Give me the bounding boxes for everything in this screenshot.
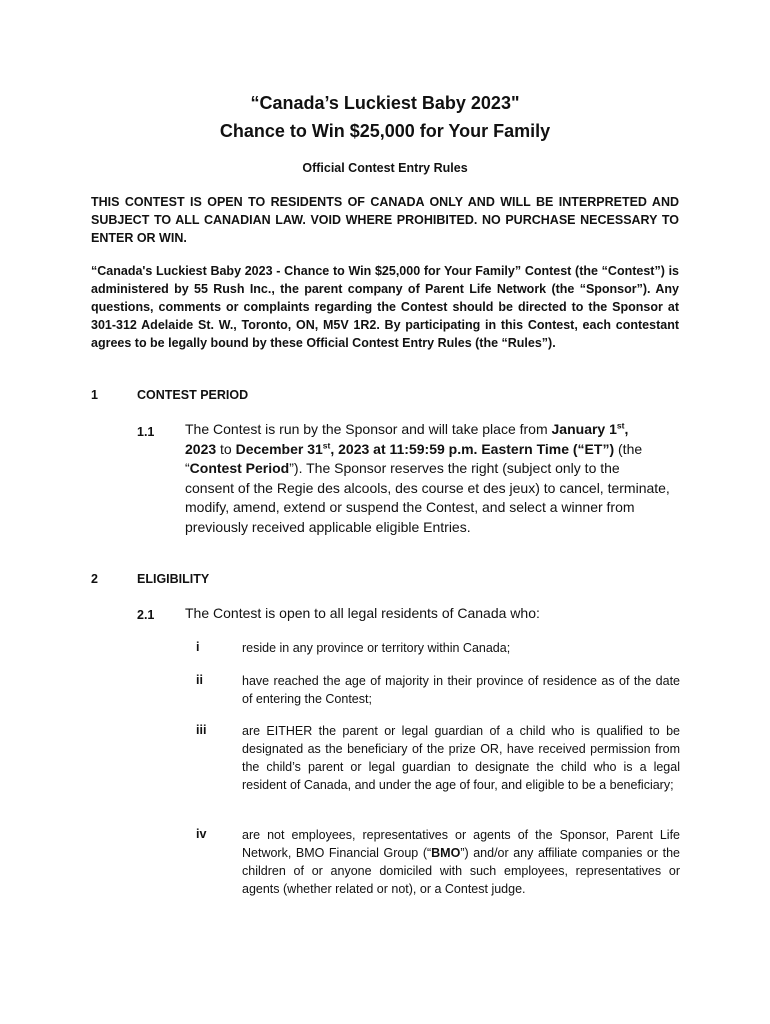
start-year: 2023 bbox=[185, 440, 217, 457]
clause-2-1-number: 2.1 bbox=[137, 608, 155, 622]
document-title-line-1: “Canada’s Luckiest Baby 2023" bbox=[250, 93, 520, 113]
section-2-title: ELIGIBILITY bbox=[137, 572, 210, 586]
item-ii-text: have reached the age of majority in their province of residence as of the date of entering the Contest; bbox=[242, 674, 680, 706]
item-ii-number: ii bbox=[196, 673, 203, 687]
item-iv-text: are not employees, representatives or agents of the Sponsor, Parent Life Network, BMO Financial Group (“BMO”) and/or any affiliate companies or the children of or anyone domiciled with such employees, representatives or agents (whether related or not), or a Contest judge. bbox=[242, 828, 680, 896]
item-iii-number: iii bbox=[196, 723, 207, 737]
item-i-text: reside in any province or territory within Canada; bbox=[242, 641, 511, 655]
contest-period-term: Contest Period bbox=[189, 460, 290, 477]
item-iv-number: iv bbox=[196, 827, 207, 841]
document-subtitle: Official Contest Entry Rules bbox=[302, 161, 468, 175]
section-1-title: CONTEST PERIOD bbox=[137, 388, 249, 402]
eligibility-notice: THIS CONTEST IS OPEN TO RESIDENTS OF CANADA ONLY AND WILL BE INTERPRETED AND SUBJECT TO ALL CANADIAN LAW. VOID WHERE PROHIBITED. NO PURCHASE NECESSARY TO ENTER OR WIN. bbox=[91, 195, 679, 245]
clause-2-1-text: The Contest is open to all legal residents of Canada who: bbox=[185, 605, 540, 621]
item-i-number: i bbox=[196, 640, 200, 654]
bmo-term: BMO bbox=[431, 846, 461, 860]
section-1-number: 1 bbox=[91, 388, 98, 402]
end-date: December 31 bbox=[235, 440, 323, 457]
intro-paragraph: “Canada's Luckiest Baby 2023 - Chance to Win $25,000 for Your Family” Contest (the “Contest”) is administered by 55 Rush Inc., the parent company of Parent Life Network (the “Sponsor”). Any questions, comments or complaints regarding the Contest should be directed to the Sponsor at 301-312 Adelaide St. W., Toronto, ON, M5V 1R2. By participating in this Contest, each contestant agrees to be legally bound by these Official Contest Entry Rules (the “Rules”). bbox=[91, 264, 679, 350]
start-date: January 1 bbox=[551, 421, 617, 437]
section-2-number: 2 bbox=[91, 572, 98, 586]
clause-1-1-number: 1.1 bbox=[137, 425, 155, 439]
clause-1-1-text: The Contest is run by the Sponsor and will take place from January 1st, 2023 to December 31st, 2023 at 11:59:59 p.m. Eastern Time (“ET”) (the “Contest Period”). The Sponsor reserves the right (subject only to the consent of the Regie des alcools, des course et des jeux) to cancel, terminate, modify, amend, extend or suspend the Contest, and select a winner from previously received applicable eligible Entries. bbox=[185, 420, 670, 535]
item-iii-text: are EITHER the parent or legal guardian of a child who is qualified to be designated as the beneficiary of the prize OR, have received permission from the child’s parent or legal guardian to designate the child who is a legal resident of Canada, and under the age of four, and eligible to be a beneficiary; bbox=[242, 724, 680, 792]
document-title-line-2: Chance to Win $25,000 for Your Family bbox=[219, 121, 551, 141]
